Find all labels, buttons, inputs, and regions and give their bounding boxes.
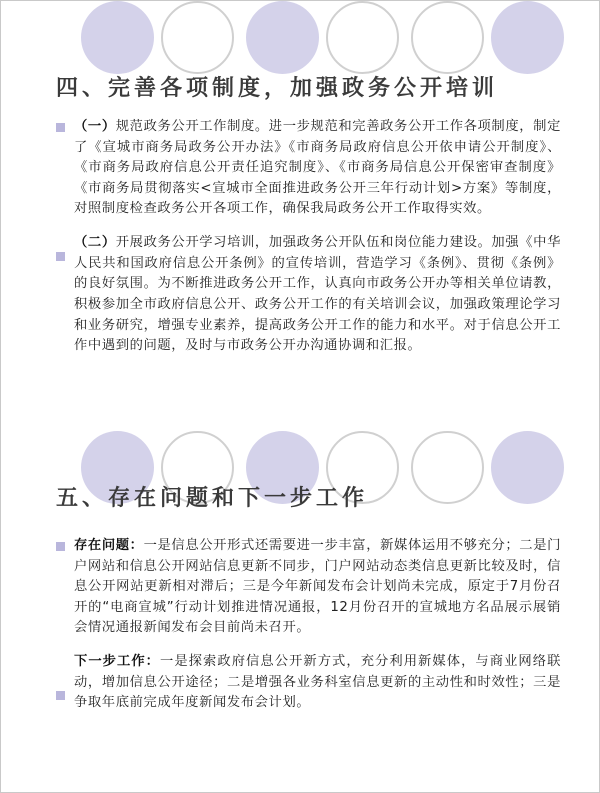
section5-item1-text: 一是信息公开形式还需要进一步丰富，新媒体运用不够充分；二是门户网站和信息公开网站信息更新不同步，门户网站动态类信息更新比较及时，信息公开网站更新相对滞后；三是今年新闻发布会计划尚未完成，原定于7月份召开的“电商宣城”行动计划推进情况通报，12月份召开的宣城地方名品展示展销会情况通报新闻发布会目前尚未召开。: [74, 538, 562, 636]
bullet-icon: [56, 691, 65, 700]
section5-list: [56, 536, 561, 727]
section5-item2: [74, 652, 561, 714]
decorative-circle-filled: [81, 1, 154, 74]
decorative-circle-filled: [491, 1, 564, 74]
section4-list: [56, 117, 561, 370]
decorative-circle-outline: [326, 1, 399, 74]
decorative-circle-filled: [246, 1, 319, 74]
section4-item1-lead: （一）: [74, 119, 116, 134]
section5-item1: [74, 536, 561, 639]
section4-item2: [74, 233, 561, 357]
section4-item2-lead: （二）: [74, 235, 116, 251]
section4-item1: [74, 117, 561, 220]
bullet-icon: [56, 123, 65, 132]
bullet-icon: [56, 252, 65, 261]
decorative-circle-outline: [411, 1, 484, 74]
section4-title: 四、完善各项制度，加强政务公开培训: [56, 76, 499, 101]
section5-item2-text: 一是探索政府信息公开新方式，充分利用新媒体，与商业网络联动，增加信息公开途径；二是增强各业务科室信息更新的主动性和时效性；三是争取年底前完成年度新闻发布会计划。: [74, 654, 561, 711]
section4-item2-text: 开展政务公开学习培训，加强政务公开队伍和岗位能力建设。加强《中华人民共和国政府信息公开条例》的宣传培训，营造学习《条例》、贯彻《条例》的良好氛围。为不断推进政务公开工作，认真向市政务公开办等相关单位请教，积极参加全市政府信息公开、政务公开工作的有关培训会议，加强政策理论学习和业务研究，增强专业素养，提高政务公开工作的能力和水平。对于信息公开工作中遇到的问题，及时与市政务公开办沟通协调和汇报。: [74, 235, 561, 354]
section5-item2-lead: 下一步工作：: [74, 654, 161, 670]
bullet-icon: [56, 542, 65, 551]
section4-item1-text: 规范政务公开工作制度。进一步规范和完善政务公开工作各项制度，制定了《宣城市商务局政务公开办法》《市商务局政府信息公开依申请公开制度》、《市商务局政府信息公开责任追究制度》、《市商务局信息公开保密审查制度》《市商务局贯彻落实<宣城市全面推进政务公开三年行动计划>方案》等制度，对照制度检查政务公开各项工作，确保我局政务公开工作取得实效。: [74, 119, 561, 217]
decorative-circle-outline: [411, 431, 484, 504]
decorative-circle-filled: [491, 431, 564, 504]
decorative-circle-outline: [161, 1, 234, 74]
section5-title: 五、存在问题和下一步工作: [56, 486, 369, 511]
section5-item1-lead: 存在问题：: [74, 538, 144, 553]
